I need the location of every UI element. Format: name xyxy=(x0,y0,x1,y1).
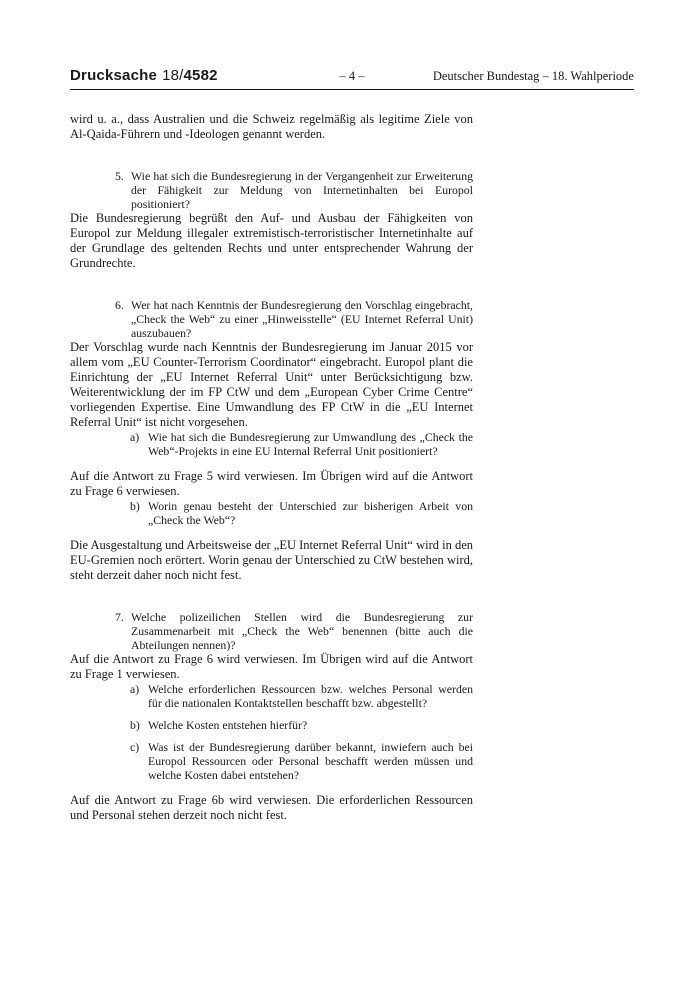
docket-label: Drucksache xyxy=(70,67,158,84)
question-item xyxy=(70,610,473,652)
item-text: Wie hat sich die Bundesregierung zur Umwandlung des „Check the Web“-Projekts in eine EU Internal Referral Unit positioniert? xyxy=(148,430,473,458)
answer-paragraph: Die Bundesregierung begrüßt den Auf- und Ausbau der Fähigkeiten von Europol zur Meldung illegaler extremistisch-terroristischer Internetinhalte auf der Grundlage des geltenden Rechts und unter entsprechender Wahrung der Grundrechte. xyxy=(70,211,473,270)
item-label: b) xyxy=(130,718,140,732)
item-text: Wer hat nach Kenntnis der Bundesregierung den Vorschlag eingebracht, „Check the Web“ zu einer „Hinweisstelle“ (EU Internet Referral Unit) auszubauen? xyxy=(131,298,473,340)
answer-paragraph: Auf die Antwort zu Frage 6b wird verwiesen. Die erforderlichen Ressourcen und Personal stehen derzeit noch nicht fest. xyxy=(70,793,473,822)
subquestion-item xyxy=(70,682,473,710)
question-item xyxy=(70,298,473,340)
item-text: Worin genau besteht der Unterschied zur bisherigen Arbeit von „Check the Web“? xyxy=(148,499,473,527)
answer-paragraph: Die Ausgestaltung und Arbeitsweise der „EU Internet Referral Unit“ wird in den EU-Gremien noch erörtert. Worin genau der Unterschied zu CtW bestehen wird, steht derzeit daher noch nicht fest. xyxy=(70,538,474,582)
item-text: Welche polizeilichen Stellen wird die Bundesregierung zur Zusammenarbeit mit „Check the Web“ benennen (bitte auch die Abteilungen nennen)? xyxy=(131,610,473,652)
item-text: Welche Kosten entstehen hierfür? xyxy=(148,718,308,732)
answer-paragraph: wird u. a., dass Australien und die Schweiz regelmäßig als legitime Ziele von Al-Qaida-Führern und -Ideologen genannt werden. xyxy=(70,112,473,141)
page-number: – 4 – xyxy=(339,69,365,83)
docket-session: 18/ xyxy=(162,67,184,84)
answer-paragraph: Auf die Antwort zu Frage 5 wird verwiesen. Im Übrigen wird auf die Antwort zu Frage 6 verwiesen. xyxy=(70,469,473,498)
item-label: a) xyxy=(130,682,140,696)
docket-serial: 4582 xyxy=(183,67,218,84)
document-body xyxy=(70,112,473,823)
subquestion-item xyxy=(70,740,473,782)
item-label: 7. xyxy=(115,610,124,624)
header-rule xyxy=(70,89,634,90)
header-right-title: Deutscher Bundestag – 18. Wahlperiode xyxy=(432,69,634,83)
answer-paragraph: Auf die Antwort zu Frage 6 wird verwiesen. Im Übrigen wird auf die Antwort zu Frage 1 verwiesen. xyxy=(70,652,473,681)
page-header xyxy=(70,64,634,86)
item-text: Welche erforderlichen Ressourcen bzw. welches Personal werden für die nationalen Kontaktstellen beschafft bzw. abgestellt? xyxy=(148,682,473,710)
answer-paragraph: Der Vorschlag wurde nach Kenntnis der Bundesregierung im Januar 2015 vor allem vom „EU Counter-Terrorism Coordinator“ eingebracht. Europol plant die Einrichtung der „EU Internet Referral Unit“ unter Berücksichtigung bzw. Weiterentwicklung der im FP CtW und dem „European Cyber Crime Centre“ vorliegenden Expertise. Eine Umwandlung des FP CtW in die „EU Internet Referral Unit“ ist nicht vorgesehen. xyxy=(70,340,473,429)
item-label: b) xyxy=(130,499,140,513)
item-label: 6. xyxy=(115,298,124,312)
item-label: 5. xyxy=(115,169,124,183)
item-text: Wie hat sich die Bundesregierung in der Vergangenheit zur Erweiterung der Fähigkeit zur Meldung von Internetinhalten bei Europol positioniert? xyxy=(131,169,473,211)
subquestion-item xyxy=(70,499,473,527)
item-label: a) xyxy=(130,430,140,444)
item-text: Was ist der Bundesregierung darüber bekannt, inwiefern auch bei Europol Ressourcen oder Personal beschafft werden müssen und welche Kosten dabei entstehen? xyxy=(148,740,473,782)
question-item xyxy=(70,169,473,211)
subquestion-item xyxy=(70,430,473,458)
item-label: c) xyxy=(130,740,140,754)
subquestion-item xyxy=(70,718,473,732)
